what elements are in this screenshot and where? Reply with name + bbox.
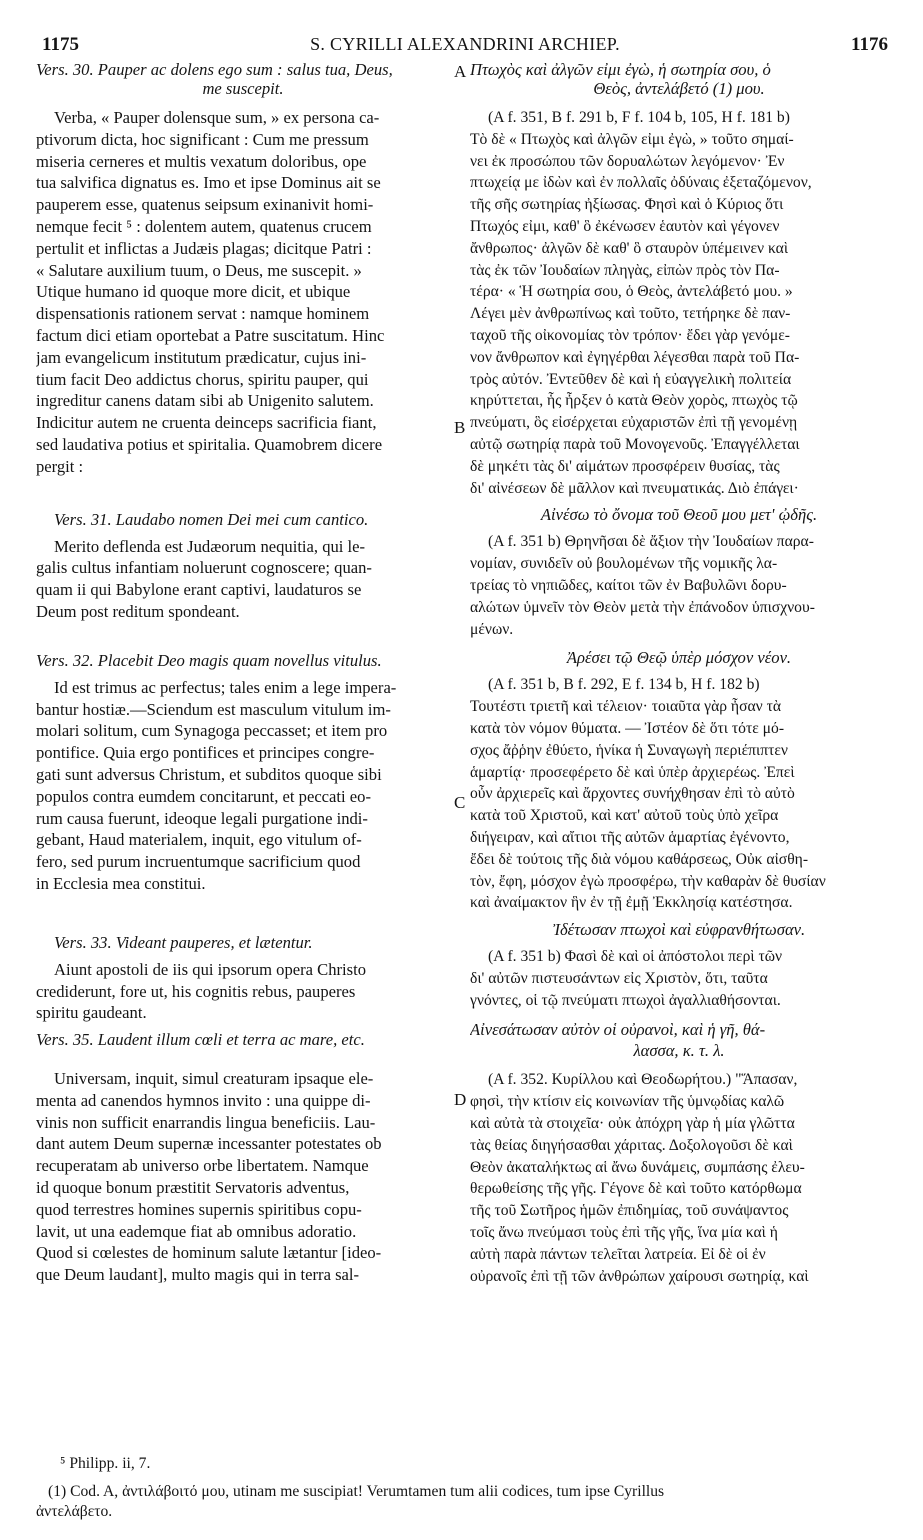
text-line: κατὰ τοῦ Χριστοῦ, καὶ κατ' αὐτοῦ τοὺς ὑπὸ χεῖρα xyxy=(470,807,779,825)
commentary-32-greek-text xyxy=(470,674,888,914)
text-line: que Deum laudant], multo magis qui in terra sal- xyxy=(36,1265,360,1285)
text-line: (A f. 351 b) Θρηνῆσαι δὲ ἄξιον τὴν Ἰουδαίων παρα- xyxy=(488,533,814,551)
text-line: molari solitum, cum Synagoga peccasset; et item pro xyxy=(36,721,388,741)
text-line: pertulit et inflictas a Judæis plagas; dicitque Patri : xyxy=(36,238,372,258)
text-line: jam evangelicum institutum prædicatur, cujus ini- xyxy=(36,347,367,367)
text-line: νον ἄνθρωπον καὶ ἐγηγέρθαι λέγεσθαι παρὰ τοῦ Πα- xyxy=(470,348,800,366)
text-line: lavit, ut una eademque fiat ab omnibus adoratio. xyxy=(36,1221,357,1241)
text-line: crediderunt, fore ut, his cognitis rebus, pauperes xyxy=(36,981,356,1001)
text-line: Id est trimus ac perfectus; tales enim a lege impera- xyxy=(54,677,397,697)
text-line: δι' αὐτῶν πιστευσάντων εἰς Χριστὸν, ὅτι, ταῦτα xyxy=(470,969,768,987)
text-line: ptivorum dicta, hoc significant : Cum me pressum xyxy=(36,129,369,149)
verse-30-latin-text xyxy=(36,107,450,478)
text-line: οὖν ἀρχιερεῖς καὶ ἄρχοντες συνήχθησαν ἐπὶ τὸ αὐτὸ xyxy=(470,785,795,803)
text-line: τὰς θείας διηγήσασθαι χάριτας. Δοξολογοῦσι δὲ καὶ xyxy=(470,1136,793,1154)
verse-35-latin-text xyxy=(36,1068,450,1286)
text-line: bantur hostiæ.—Sciendum est masculum vitulum im- xyxy=(36,699,391,719)
text-line: τρὸς αὐτόν. Ἐντεῦθεν δὲ καὶ ἡ εὐαγγελικὴ πολιτεία xyxy=(470,370,792,388)
text-line: καὶ ἀναίμακτον ἣν ἐν τῇ ἐμῇ Ἐκκλησίᾳ κατέστησα. xyxy=(470,894,793,912)
text-line: vinis non sufficit enarrandis lingua beneficiis. Lau- xyxy=(36,1112,376,1132)
text-line: tua salvifica dignatus es. Imo et ipse Dominus ait se xyxy=(36,173,381,193)
greek-column xyxy=(470,60,888,1287)
text-line: θερωθείσης τῆς γῆς. Γέγονε δὲ καὶ τοῦτο κατόρθωμα xyxy=(470,1180,802,1198)
margin-letter-a: A xyxy=(454,62,467,81)
text-line: αὐτῷ σωτηρίᾳ παρὰ τοῦ Μονογενοῦς. Ἐπαγγέλλεται xyxy=(470,435,800,453)
text-line: tium facit Deo addictus chorus, spiritu pauper, qui xyxy=(36,369,369,389)
lemma-31: Αἰνέσω τὸ ὄνομα τοῦ Θεοῦ μου μετ' ᾠδῆς. xyxy=(540,505,818,525)
text-line: (A f. 352. Κυρίλλου καὶ Θεοδωρήτου.) "Ἅπασαν, xyxy=(488,1071,798,1089)
text-line: Τὸ δὲ « Πτωχὸς καὶ ἀλγῶν εἰμι ἐγὼ, » τοῦτο σημαί- xyxy=(470,130,794,148)
text-line: factum dici etiam oportebat a Patre suscitatum. Hinc xyxy=(36,325,385,345)
text-line: σχος ἄῤῥην ἐθύετο, ἡνίκα ἡ Συναγωγὴ περιέπιπτεν xyxy=(470,741,788,759)
text-line: pontifice. Quia ergo pontifices et principes congre- xyxy=(36,743,375,763)
text-line: menta ad canendos hymnos invito : una quippe di- xyxy=(36,1090,371,1110)
margin-letter-b: B xyxy=(454,418,466,437)
text-line: τέρα· « Ἡ σωτηρία σου, ὁ Θεὸς, ἀντελάβετό μου. » xyxy=(470,283,793,301)
text-line: (A f. 351 b, B f. 292, E f. 134 b, H f. 182 b) xyxy=(488,676,760,694)
text-line: recuperatam ab universo orbe libertatem. Namque xyxy=(36,1156,369,1176)
verse-35-heading: Vers. 35. Laudent illum cœli et terra ac mare, etc. xyxy=(36,1030,365,1050)
text-line: fero, sed purum incruentumque sacrificium quod xyxy=(36,852,361,872)
verse-32-heading: Vers. 32. Placebit Deo magis quam novellus vitulus. xyxy=(36,650,382,670)
text-line: μένων. xyxy=(470,620,514,638)
text-line: ingreditur canens datam sibi ab Unigenito salutem. xyxy=(36,391,374,411)
text-line: πτωχείᾳ με ἰδὼν καὶ ἐν πολλαῖς ὀδύναις ἐξεταζόμενον, xyxy=(470,174,812,192)
lemma-30-line2: Θεὸς, ἀντελάβετό (1) μου. xyxy=(593,79,765,98)
verse-30-heading-line2: me suscepit. xyxy=(202,79,284,98)
verse-31-heading: Vers. 31. Laudabo nomen Dei mei cum cantico. xyxy=(54,509,369,529)
text-line: in Ecclesia mea constitui. xyxy=(36,873,206,893)
commentary-33-greek-text xyxy=(470,946,888,1011)
text-line: rum causa fuerunt, ideoque legali purgatione indi- xyxy=(36,808,368,828)
text-line: Πτωχός εἰμι, καθ' ὃ ἐκένωσεν ἑαυτὸν καὶ γέγονεν xyxy=(470,217,780,235)
text-line: κηρύττεται, ἧς ἦρξεν ὁ κατὰ Θεὸν χορὸς, πτωχὸς τῷ xyxy=(470,392,798,410)
text-line: πνεύματι, ὃς εἰσέρχεται εὐχαριστῶν ἐπὶ τῇ γενομένῃ xyxy=(470,414,798,432)
text-line: « Salutare auxilium tuum, o Deus, me suscepit. » xyxy=(36,260,362,280)
text-line: populos contra eumdem concitarunt, et peccati eo- xyxy=(36,786,371,806)
text-line: Universam, inquit, simul creaturam ipsaque ele- xyxy=(54,1069,374,1089)
running-title: S. CYRILLI ALEXANDRINI ARCHIEP. xyxy=(310,34,620,54)
text-line: ἔδει δὲ τούτοις τῆς διὰ νόμου καθάρσεως, Οὐκ αἰσθη- xyxy=(470,850,809,868)
text-line: τὰς ἐκ τῶν Ἰουδαίων πληγὰς, εἰπὼν πρὸς τὸν Πα- xyxy=(470,261,780,279)
text-line: κατὰ τὸν νόμον θύματα. — Ἰστέον δὲ ὅτι τότε μό- xyxy=(470,719,785,737)
text-line: ἄνθρωπος· ἀλγῶν δὲ καθ' ὃ σταυρὸν ὑπέμεινεν καὶ xyxy=(470,239,789,257)
text-line: καὶ αὐτὰ τὰ στοιχεῖα· οὐκ ἀπόχρη γὰρ ἡ μία γλῶττα xyxy=(470,1115,795,1133)
text-line: ταχοῦ τῆς οἰκονομίας τὸν τρόπον· ἔδει γὰρ γενόμε- xyxy=(470,326,790,344)
text-line: Aiunt apostoli de iis qui ipsorum opera Christo xyxy=(54,959,367,979)
text-line: τῆς σῆς σωτηρίας ἠξίωσας. Φησὶ καὶ ὁ Κύριος ὅτι xyxy=(470,196,784,214)
page-header xyxy=(42,34,888,58)
commentary-31-greek-text xyxy=(470,531,888,640)
text-line: διήγειραν, καὶ αἴτιοι τῆς αὐτῶν ἁμαρτίας ἐγένοντο, xyxy=(470,828,790,846)
text-line: φησὶ, τὴν κτίσιν εἰς κοινωνίαν τῆς ὑμνῳδίας καλῶ xyxy=(470,1093,785,1111)
page-number-left: 1175 xyxy=(42,34,79,55)
text-line: quam ii qui Babylone erant captivi, laudaturos se xyxy=(36,580,362,600)
lemma-35-line2: λασσα, κ. τ. λ. xyxy=(633,1041,725,1061)
text-line: Τουτέστι τριετῆ καὶ τέλειον· τοιαῦτα γὰρ ἦσαν τὰ xyxy=(470,698,782,716)
lemma-30-line1: Πτωχὸς καὶ ἀλγῶν εἰμι ἐγὼ, ἡ σωτηρία σου, ὁ xyxy=(470,60,771,79)
text-line: τοῖς ἄνω πνεύμασι τοὺς ἐπὶ τῆς γῆς, ἵνα μία καὶ ἡ xyxy=(470,1224,778,1242)
text-line: (A f. 351 b) Φασὶ δὲ καὶ οἱ ἀπόστολοι περὶ τῶν xyxy=(488,948,783,966)
text-line: οὐρανοῖς ἐπὶ τῇ τῶν ἀνθρώπων χαίρουσι σωτηρίᾳ, καὶ xyxy=(470,1267,809,1285)
footnote-1-line1: (1) Cod. A, ἀντιλάβοιτό μου, utinam me suscipiat! Verumtamen tum alii codices, tum ipse Cyrillus xyxy=(48,1483,665,1500)
text-line: δὲ μηκέτι τὰς δι' αἱμάτων προσφέρειν θυσίας, τὰς xyxy=(470,457,780,475)
lemma-32: Ἀρέσει τῷ Θεῷ ὑπὲρ μόσχον νέον. xyxy=(566,648,792,668)
text-line: Quod si cœlestes de hominum salute lætantur [ideo- xyxy=(36,1243,382,1263)
text-line: αλώτων ὑμνεῖν τὸν Θεὸν μετὰ τὴν ἐπάνοδον ὑπισχνου- xyxy=(470,598,815,616)
footnotes xyxy=(36,1454,888,1522)
text-line: spiritu gaudeant. xyxy=(36,1003,147,1023)
lemma-33: Ἰδέτωσαν πτωχοὶ καὶ εὐφρανθήτωσαν. xyxy=(552,920,806,940)
commentary-30-greek-text xyxy=(470,107,888,499)
text-line: pauperem esse, quatenus seipsum exinanivit homi- xyxy=(36,195,374,215)
text-line: dant autem Deum supernæ incessanter potestates ob xyxy=(36,1134,382,1154)
text-line: (A f. 351, B f. 291 b, F f. 104 b, 105, H f. 181 b) xyxy=(488,109,790,126)
text-line: pergit : xyxy=(36,456,84,476)
footnote-5: ⁵ Philipp. ii, 7. xyxy=(60,1455,151,1472)
text-line: Λέγει μὲν ἀνθρωπίνως καὶ τοῦτο, τετήρηκε δὲ παν- xyxy=(470,305,791,323)
text-line: Θεὸν ἀκαταλήκτως αἱ ἄνω δυνάμεις, συμπάσης ἐλευ- xyxy=(470,1158,805,1176)
text-line: miseria cerneres et multis vexatum doloribus, ope xyxy=(36,151,367,171)
text-line: Verba, « Pauper dolensque sum, » ex persona ca- xyxy=(54,108,380,127)
lemma-35-line1: Αἰνεσάτωσαν αὐτὸν οἱ οὐρανοὶ, καὶ ἡ γῆ, θά- xyxy=(470,1020,766,1040)
commentary-35-greek-text xyxy=(470,1069,888,1287)
text-line: νομίαν, συνιδεῖν οὐ βουλομένων τῆς νομικῆς λα- xyxy=(470,555,778,573)
margin-letter-c: C xyxy=(454,793,466,812)
text-line: quod terrestres homines supernis spiritibus copu- xyxy=(36,1199,362,1219)
text-line: Indicitur autem ne cruenta deinceps sacrificia fiant, xyxy=(36,413,377,433)
text-line: gebant, Haud materialem, inquit, ego vitulum of- xyxy=(36,830,362,850)
text-line: nemque fecit ⁵ : dolentem autem, quatenus crucem xyxy=(36,216,372,236)
text-line: Merito deflenda est Judæorum nequitia, qui le- xyxy=(54,536,366,556)
verse-32-latin-text xyxy=(36,677,450,895)
margin-letter-d: D xyxy=(454,1090,467,1109)
text-line: τρείας τὸ νηπιῶδες, καίτοι τῶν ἐν Βαβυλῶνι δορυ- xyxy=(470,576,787,594)
latin-column xyxy=(36,60,450,1286)
text-line: αὐτὴ παρὰ πάντων τελεῖται λατρεία. Εἰ δὲ οἱ ἐν xyxy=(470,1245,766,1263)
text-line: ἁμαρτίᾳ· προσεφέρετο δὲ καὶ ὑπὲρ ἀρχιερέως. Ἐπεὶ xyxy=(470,763,795,781)
verse-33-latin-text xyxy=(36,959,450,1024)
verse-33-heading: Vers. 33. Videant pauperes, et lætentur. xyxy=(54,932,313,952)
page-number-right: 1176 xyxy=(851,34,888,55)
text-line: Utique humano id quoque more dicit, et ubique xyxy=(36,282,351,302)
text-line: νει ἐκ προσώπου τῶν δορυαλώτων λεγόμενον· Ἐν xyxy=(470,152,785,170)
text-line: sed laudativa potius et spiritalia. Quamobrem dicere xyxy=(36,434,383,454)
text-line: τῆς τοῦ Σωτῆρος ἡμῶν ἐπιδημίας, τοῦ συνάψαντος xyxy=(470,1202,789,1220)
text-line: gati sunt adversus Christum, et subditos quoque sibi xyxy=(36,764,382,784)
verse-30-heading-line1: Vers. 30. Pauper ac dolens ego sum : salus tua, Deus, xyxy=(36,60,393,79)
text-line: τὸν, ἔφη, μόσχον ἐγὼ προσφέρω, τὴν καθαρὰν δὲ θυσίαν xyxy=(470,872,826,890)
footnote-1-line2: ἀντελάβετο. xyxy=(36,1503,113,1520)
text-line: δι' αἰνέσεων δὲ μᾶλλον καὶ πνευματικάς. Διὸ ἐπάγει· xyxy=(470,479,799,497)
text-line: γνόντες, οἱ τῷ πνεύματι πτωχοὶ ἀγαλλιαθήσονται. xyxy=(470,991,781,1009)
text-line: dispensationis rationem servat : namque hominem xyxy=(36,304,370,324)
verse-31-latin-text xyxy=(36,536,450,623)
text-line: galis cultus infantiam noluerunt cognoscere; quan- xyxy=(36,558,372,578)
text-line: id quoque bonum præstitit Servatoris adventus, xyxy=(36,1178,350,1198)
text-line: Deum post reditum spondeant. xyxy=(36,601,240,621)
